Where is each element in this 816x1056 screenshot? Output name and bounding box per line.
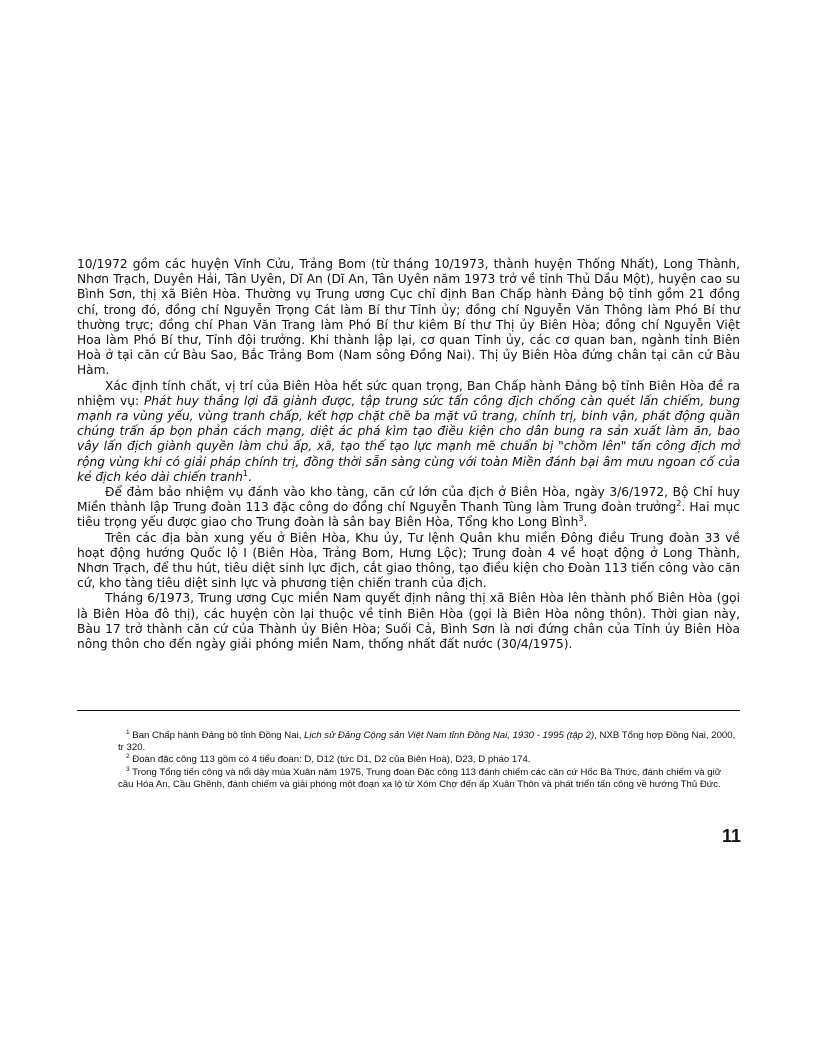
footnote-2-mark: 2 — [126, 753, 130, 761]
footnote-3 — [118, 767, 738, 791]
paragraph-3-part-c: . — [583, 515, 588, 530]
footnote-separator — [77, 710, 740, 711]
footnote-1-text-a: Ban Chấp hành Đảng bộ tỉnh Đồng Nai, — [132, 730, 305, 741]
paragraph-1: 10/1972 gồm các huyện Vĩnh Cửu, Trảng Bom (từ tháng 10/1973, thành huyện Thống Nhất), Long Thành, Nhơn Trạch, Duyên Hải, Tân Uyên, Dĩ An (Dĩ An, Tân Uyên năm 1973 trở về tỉnh Thủ Dầu Một), huyện cao su Bình Sơn, thị xã Biên Hòa. Thường vụ Trung ương Cục chỉ định Ban Chấp hành Đảng bộ tỉnh gồm 21 đồng chí, trong đó, đồng chí Nguyễn Trọng Cát làm Bí thư Tỉnh ủy; đồng chí Nguyễn Văn Thông làm Phó Bí thư thường trực; đồng chí Phan Văn Trang làm Phó Bí thư kiêm Bí thư Thị ủy Biên Hòa; đồng chí Nguyễn Việt Hoa làm Phó Bí thư, Tỉnh đội trưởng. Khi thành lập lại, cơ quan Tỉnh ủy, các cơ quan ban, ngành tỉnh Biên Hoà ở tại căn cứ Bàu Sao, Bắc Trảng Bom (Nam sông Đồng Nai). Thị ủy Biên Hòa đứng chân tại căn cứ Bàu Hàm. — [77, 257, 740, 378]
footnote-2 — [118, 754, 738, 766]
footnote-ref-1: 1 — [242, 468, 248, 478]
paragraph-3-part-b: . Hai mục tiêu trọng yếu được giao cho Trung đoàn là sân bay Biên Hòa, Tổng kho Long Bình — [77, 500, 740, 530]
footnotes — [118, 730, 738, 791]
footnote-1 — [118, 730, 738, 754]
footnote-2-text: Đoàn đặc công 113 gồm có 4 tiểu đoàn: D, D12 (tức D1, D2 của Biên Hoà), D23, D pháo 174. — [132, 754, 531, 766]
paragraph-2 — [77, 379, 740, 485]
footnote-1-text-b: , NXB Tổng hợp Đồng Nai, 2000, tr 320. — [118, 730, 736, 754]
paragraph-2-italic-quote: Phát huy thắng lợi đã giành được, tập trung sức tấn công địch chống càn quét lấn chiếm, bung mạnh ra vùng yếu, vùng tranh chấp, kết hợp chặt chẽ ba mặt vũ trang, chính trị, binh vận, phát động quần chúng trấn áp bọn phản cách mạng, diệt ác phá kìm tạo điều kiện cho dân bung ra sản xuất làm ăn, bao vây lấn địch giành quyền làm chủ ấp, xã, tạo thế tạo lực mạnh mẽ chuẩn bị "chồm lên" tấn công địch mở rộng vùng khi có giải pháp chính trị, đồng thời sẵn sàng cùng với toàn Miền đánh bại âm mưu ngoan cố của kẻ địch kéo dài chiến tranh — [77, 393, 740, 484]
footnote-ref-3: 3 — [578, 514, 584, 524]
footnote-3-text: Trong Tổng tiến công và nổi dậy mùa Xuân năm 1975, Trung đoàn Đặc công 113 đánh chiếm các căn cứ Hốc Bà Thức, đánh chiếm và giữ cầu Hóa An, Cầu Ghềnh, đánh chiếm và giải phóng một đoạn xa lộ từ Xóm Chợ đến ấp Xuân Thôn và phát triển tấn công về hướng Thủ Đức. — [118, 766, 722, 790]
paragraph-2-intro: Xác định tính chất, vị trí của Biên Hòa hết sức quan trọng, Ban Chấp hành Đảng bộ tỉnh Biên Hòa đề ra nhiệm vụ: — [77, 378, 740, 408]
paragraph-3 — [77, 485, 740, 531]
paragraph-5: Tháng 6/1973, Trung ương Cục miền Nam quyết định nâng thị xã Biên Hòa lên thành phố Biên Hòa (gọi là Biên Hòa đô thị), các huyện còn lại thuộc về tỉnh Biên Hòa (gọi là Biên Hòa nông thôn). Thời gian này, Bàu 17 trở thành căn cứ của Thành ủy Biên Hòa; Suối Cả, Bình Sơn là nơi đứng chân của Tỉnh ủy Biên Hòa nông thôn cho đến ngày giải phóng miền Nam, thống nhất đất nước (30/4/1975). — [77, 591, 740, 652]
paragraph-2-end: . — [247, 469, 252, 484]
paragraph-3-part-a: Để đảm bảo nhiệm vụ đánh vào kho tàng, căn cứ lớn của địch ở Biên Hòa, ngày 3/6/1972, Bộ Chỉ huy Miền thành lập Trung đoàn 113 đặc công do đồng chí Nguyễn Thanh Tùng làm Trung đoàn trưởng — [77, 485, 740, 515]
footnote-1-book-title: Lịch sử Đảng Cộng sản Việt Nam tỉnh Đồng Nai, 1930 - 1995 (tập 2) — [304, 730, 595, 741]
page-number: 11 — [722, 826, 742, 846]
body-text — [77, 257, 740, 652]
footnote-ref-2: 2 — [676, 499, 682, 509]
paragraph-4: Trên các địa bàn xung yếu ở Biên Hòa, Khu ủy, Tư lệnh Quân khu miền Đông điều Trung đoàn 33 về hoạt động hướng Quốc lộ I (Biên Hòa, Trảng Bom, Hưng Lộc); Trung đoàn 4 về hoạt động ở Long Thành, Nhơn Trạch, để thu hút, tiêu diệt sinh lực địch, cắt giao thông, tạo điều kiện cho Đoàn 113 tiến công vào căn cứ, kho tàng tiêu diệt sinh lực và phương tiện chiến tranh của địch. — [77, 530, 740, 591]
footnote-3-mark: 3 — [126, 765, 130, 773]
footnote-1-mark: 1 — [126, 728, 130, 736]
